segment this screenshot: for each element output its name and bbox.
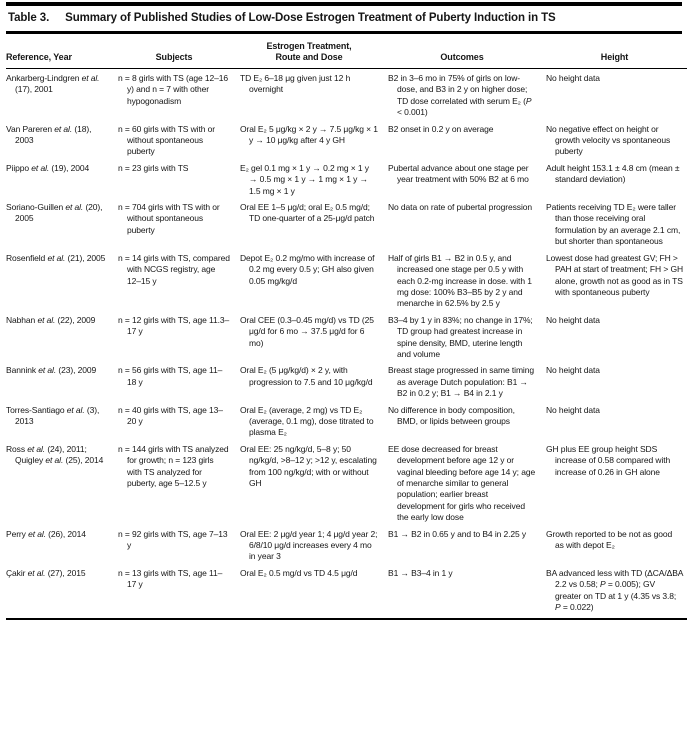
cell-height [546,312,687,363]
cell-text: Growth reported to be not as good as with depot E₂ [546,528,673,551]
cell-text: n = 8 girls with TS (age 12–16 y) and n = 7 with other hypogonadism [118,73,229,106]
table-row [6,402,687,441]
cell-treatment [240,160,388,199]
cell-text: B2 in 3–6 mo in 75% of girls on low-dose, and B3 in 2 y on higher dose; TD dose correlated with serum E₂ (P < 0.001) [388,73,532,118]
cell-text: Patients receiving TD E₂ were taller than those receiving oral formulation by an average 2.1 cm, but shorter than spontaneous [546,202,681,247]
cell-height [546,363,687,402]
cell-text: Oral EE 1–5 μg/d; oral E₂ 0.5 mg/d; TD one-quarter of a 25-μg/d patch [240,202,375,224]
cell-subjects [118,565,240,619]
cell-subjects [118,69,240,122]
cell-text: Soriano-Guillen et al. (20), 2005 [6,202,103,224]
cell-text: n = 92 girls with TS, age 7–13 y [118,528,228,551]
cell-height [546,69,687,122]
cell-treatment [240,526,388,565]
cell-outcomes [388,526,546,565]
cell-text: Oral EE: 25 ng/kg/d, 5–8 y; 50 ng/kg/d, >8–12 y; >12 y, escalating from 100 ng/kg/d; with or without GH [240,443,377,488]
cell-text: No height data [546,314,600,325]
cell-height [546,402,687,441]
cell-treatment [240,69,388,122]
table-title: Summary of Published Studies of Low-Dose Estrogen Treatment of Puberty Induction in TS [65,12,556,24]
cell-outcomes [388,69,546,122]
cell-text: Ankarberg-Lindgren et al. (17), 2001 [6,73,100,95]
cell-text: Depot E₂ 0.2 mg/mo with increase of 0.2 mg every 0.5 y; GH also given 0.05 mg/kg/d [240,252,375,286]
table-row [6,312,687,363]
cell-reference [6,526,118,565]
cell-text: B2 onset in 0.2 y on average [388,123,494,134]
cell-text: Piippo et al. (19), 2004 [6,162,90,173]
col-header-reference-year: Reference, Year [6,34,118,69]
cell-outcomes [388,160,546,199]
col-header-subjects: Subjects [118,34,240,69]
cell-height [546,441,687,526]
cell-text: Oral E₂ 5 μg/kg × 2 y → 7.5 μg/kg × 1 y → 10 μg/kg after 4 y GH [240,123,378,146]
cell-text: n = 40 girls with TS, age 13–20 y [118,404,223,426]
cell-text: Torres-Santiago et al. (3), 2013 [6,404,100,426]
cell-text: Oral EE: 2 μg/d year 1; 4 μg/d year 2; 6/8/10 μg/d increases every 4 mo in year 3 [240,528,378,562]
cell-reference [6,121,118,160]
table-row [6,69,687,122]
cell-subjects [118,526,240,565]
cell-subjects [118,312,240,363]
table-header [6,34,687,69]
cell-outcomes [388,402,546,441]
table-row [6,121,687,160]
header-row [6,34,687,69]
cell-outcomes [388,250,546,312]
cell-text: No height data [546,73,600,83]
cell-text: Lowest dose had greatest GV; FH > PAH at start of treatment; FH > GH alone, growth not as good as in TS with spontaneous puberty [546,252,683,297]
cell-subjects [118,121,240,160]
cell-text: No negative effect on height or growth velocity vs spontaneous puberty [546,123,671,157]
cell-outcomes [388,363,546,402]
col-header-estrogen-treatment: Estrogen Treatment, Route and Dose [240,34,388,69]
cell-text: Rosenfield et al. (21), 2005 [6,252,106,263]
table-row [6,160,687,199]
cell-text: Van Pareren et al. (18), 2003 [6,123,92,146]
cell-text: GH plus EE group height SDS increase of 0.58 compared with increase of 0.26 in GH alone [546,443,671,477]
cell-text: B1 → B3–4 in 1 y [388,567,453,578]
cell-reference [6,250,118,312]
cell-text: Perry et al. (26), 2014 [6,528,86,539]
cell-text: EE dose decreased for breast development before age 12 y or vaginal bleeding before age 14 y; age of menarche similar to general population; earlier breast development for girls who received the early low dose [388,443,536,523]
cell-height [546,200,687,251]
table-row [6,565,687,619]
cell-reference [6,200,118,251]
cell-treatment [240,402,388,441]
cell-outcomes [388,200,546,251]
cell-text: Half of girls B1 → B2 in 0.5 y, and increased one stage per 0.5 y with each 0.2-mg increase in dose. with 1 mg dose: 100% B3–B5 by 2 y and menarche in 62.5% by 2.5 y [388,252,532,309]
cell-text: Çakir et al. (27), 2015 [6,567,86,578]
cell-treatment [240,363,388,402]
table-row [6,363,687,402]
cell-height [546,526,687,565]
cell-reference [6,441,118,526]
cell-text: n = 23 girls with TS [118,162,189,173]
cell-height [546,565,687,619]
cell-text: n = 144 girls with TS analyzed for growth; n = 123 girls with TS analyzed for puberty, age 5–12.5 y [118,443,229,488]
col-header-height: Height [546,34,687,69]
table-row [6,441,687,526]
cell-text: No height data [546,404,600,415]
cell-text: Pubertal advance about one stage per year treatment with 50% B2 at 6 mo [388,162,529,185]
cell-treatment [240,312,388,363]
cell-reference [6,312,118,363]
cell-text: BA advanced less with TD (ΔCA/ΔBA 2.2 vs 0.58; P = 0.005); GV greater on TD at 1 y (4.35 vs 3.8; P = 0.022) [546,567,683,613]
cell-text: Oral CEE (0.3–0.45 mg/d) vs TD (25 μg/d for 6 mo → 37.5 μg/d for 6 mo) [240,314,374,348]
cell-reference [6,402,118,441]
table-row [6,250,687,312]
cell-text: TD E₂ 6–18 μg given just 12 h overnight [240,73,351,95]
cell-treatment [240,121,388,160]
table-number: Table 3. [8,12,50,24]
cell-text: Bannink et al. (23), 2009 [6,365,97,376]
cell-outcomes [388,565,546,619]
cell-text: E₂ gel 0.1 mg × 1 y → 0.2 mg × 1 y → 0.5 mg × 1 y → 1 mg × 1 y → 1.5 mg × 1 y [240,162,369,196]
cell-text: No difference in body composition, BMD, or lipids between groups [388,404,515,426]
cell-outcomes [388,121,546,160]
cell-text: Nabhan et al. (22), 2009 [6,314,96,325]
cell-treatment [240,250,388,312]
cell-reference [6,363,118,402]
cell-text: n = 12 girls with TS, age 11.3–17 y [118,314,230,337]
cell-reference [6,565,118,619]
col-header-outcomes: Outcomes [388,34,546,69]
cell-subjects [118,402,240,441]
cell-subjects [118,200,240,251]
cell-text: n = 14 girls with TS, compared with NCGS registry, age 12–15 y [118,252,230,286]
cell-subjects [118,250,240,312]
cell-text: Oral E₂ (5 μg/kg/d) × 2 y, with progression to 7.5 and 10 μg/kg/d [240,365,373,387]
cell-height [546,121,687,160]
cell-treatment [240,200,388,251]
table-body [6,69,687,620]
table-row [6,200,687,251]
cell-text: B3–4 by 1 y in 83%; no change in 17%; TD group had greatest increase in spine density, BMD, uterine length and volume [388,314,533,359]
studies-table [6,34,687,620]
table-row [6,526,687,565]
cell-text: Oral E₂ (average, 2 mg) vs TD E₂ (average, 0.1 mg), dose titrated to plasma E₂ [240,404,374,438]
cell-height [546,250,687,312]
cell-text: n = 704 girls with TS with or without spontaneous puberty [118,202,220,235]
cell-outcomes [388,441,546,526]
cell-subjects [118,441,240,526]
cell-text: Breast stage progressed in same timing as average Dutch population: B1 → B2 in 0.2 y; B1 → B4 in 2.1 y [388,365,534,399]
cell-text: Adult height 153.1 ± 4.8 cm (mean ± standard deviation) [546,162,680,185]
cell-text: No data on rate of pubertal progression [388,202,532,213]
cell-text: n = 13 girls with TS, age 11–17 y [118,567,223,590]
cell-subjects [118,363,240,402]
cell-text: Oral E₂ 0.5 mg/d vs TD 4.5 μg/d [240,567,358,578]
cell-text: n = 56 girls with TS, age 11–18 y [118,365,223,387]
cell-text: n = 60 girls with TS with or without spontaneous puberty [118,123,215,157]
cell-subjects [118,160,240,199]
cell-height [546,160,687,199]
cell-reference [6,69,118,122]
cell-outcomes [388,312,546,363]
cell-treatment [240,565,388,619]
cell-reference [6,160,118,199]
cell-text: Ross et al. (24), 2011; Quigley et al. (25), 2014 [6,443,104,466]
cell-text: No height data [546,365,600,376]
cell-text: B1 → B2 in 0.65 y and to B4 in 2.25 y [388,528,527,539]
table-caption [6,2,682,34]
cell-treatment [240,441,388,526]
